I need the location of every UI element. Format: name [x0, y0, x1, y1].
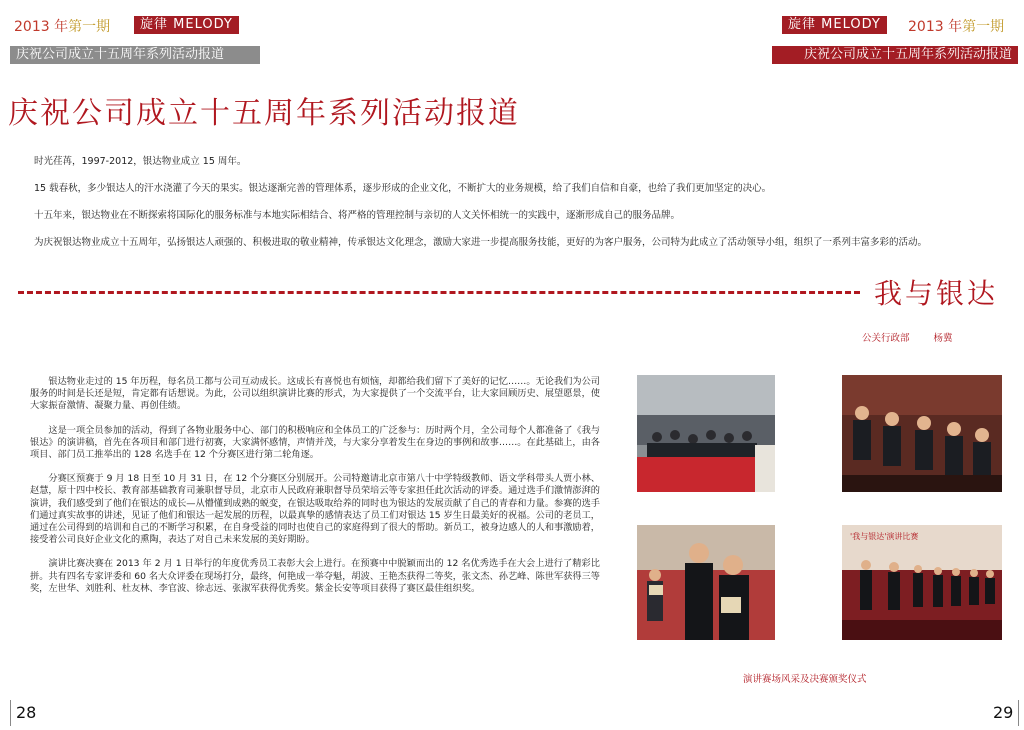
- year-prefix: 2013 年: [14, 19, 69, 35]
- magazine-badge-right: 旋律 MELODY: [782, 16, 887, 34]
- page-rule-right: [1018, 700, 1019, 726]
- page-number-right: 29: [993, 703, 1014, 722]
- intro-paragraph: 15 载春秋，多少银达人的汗水浇灌了今天的果实。银达逐渐完善的管理体系，逐步形成的企业文化，不断扩大的业务规模，给了我们自信和自豪，也给了我们更加坚定的决心。: [34, 183, 772, 194]
- section-body: [30, 376, 600, 595]
- photo-award-ceremony: [842, 525, 1002, 640]
- magazine-badge-left: 旋律 MELODY: [134, 16, 239, 34]
- page-number-left: 28: [16, 703, 37, 722]
- photo-caption: 演讲赛场风采及决赛颁奖仪式: [743, 674, 867, 685]
- photo-award-winners: [637, 525, 775, 640]
- photo-contestants-seated: [842, 375, 1002, 492]
- banner-text: '我与银达'演讲比赛: [850, 532, 919, 541]
- byline: [862, 330, 953, 344]
- issue-number: 第一期: [68, 19, 111, 35]
- issue-number: 第一期: [962, 19, 1005, 35]
- intro-paragraph: 十五年来，银达物业在不断探索将国际化的服务标准与本地实际相结合、将严格的管理控制与亲切的人文关怀相统一的实践中，逐渐形成自己的服务品牌。: [34, 210, 681, 221]
- intro-paragraph: 为庆祝银达物业成立十五周年，弘扬银达人顽强的、积极进取的敬业精神，传承银达文化理念，激励大家进一步提高服务技能，更好的为客户服务，公司特为此成立了活动领导小组，组织了一系列丰富多彩的活动。: [34, 237, 928, 248]
- year-prefix: 2013 年: [908, 19, 963, 35]
- issue-date-right: [908, 16, 1004, 36]
- byline-author: 杨冀: [933, 333, 953, 344]
- section-title: 我与银达: [874, 277, 999, 310]
- intro-paragraph: 时光荏苒，1997-2012，银达物业成立 15 周年。: [34, 156, 247, 167]
- issue-date-left: [14, 16, 110, 36]
- body-paragraph: 银达物业走过的 15 年历程，每名员工都与公司互动成长。这成长有喜悦也有烦恼，却都给我们留下了美好的记忆……。无论我们为公司服务的时间是长还是短，肯定都有话想说。为此，公司以组织演讲比赛的形式，为大家提供了一个交流平台，让大家回顾历史、展望愿景，使大家振奋激情、凝聚力量、再创佳绩。: [30, 376, 600, 412]
- dashed-divider: [18, 291, 860, 294]
- page-rule-left: [10, 700, 11, 726]
- section-bar-left: 庆祝公司成立十五周年系列活动报道: [10, 46, 260, 64]
- body-paragraph: 分赛区预赛于 9 月 18 日至 10 月 31 日，在 12 个分赛区分别展开。公司特邀请北京市第八十中学特级教师、语文学科带头人贾小林、赵慧，原十四中校长、教育部基础教育司兼职督导员，北京市人民政府兼职督导员荣培云等专家担任此次活动的评委。通过选手们激情澎湃的演讲，我们感受到了他们在银达的成长—从懵懂到成熟的蜕变，在银达吸取给养的同时也为银达的发展贡献了自己的青春和力量。参赛的选手们通过真实故事的讲述，见证了他们和银达一起发展的历程，以最真挚的感情表达了员工们对银达 15 岁生日最美好的祝福。公司的老员工，通过在公司得到的培训和自己的不断学习积累，在自身受益的同时也使自己的家庭得到了很大的帮助。新员工，被身边感人的人和事激励着，接受着公司良好企业文化的熏陶，表达了对自己未来发展的美好期盼。: [30, 473, 600, 546]
- byline-department: 公关行政部: [862, 333, 910, 344]
- photo-audience: [637, 375, 775, 492]
- body-paragraph: 演讲比赛决赛在 2013 年 2 月 1 日举行的年度优秀员工表彰大会上进行。在预赛中中脱颖而出的 12 名优秀选手在大会上进行了精彩比拼。共有四名专家评委和 60 名大众评委在现场打分，最终，何艳成一举夺魁，胡波、王艳杰获得二等奖，张文杰、孙艺峰、陈世军获得三等奖，左世华、刘胜利、杜友林、李官波、徐志远、张淑军获得优秀奖。紫金长安等项目获得了赛区最佳组织奖。: [30, 558, 600, 594]
- body-paragraph: 这是一项全员参加的活动，得到了各物业服务中心、部门的积极响应和全体员工的广泛参与：历时两个月，全公司每个人都准备了《我与银达》的演讲稿，首先在各项目和部门进行初赛，大家满怀感情，声情并茂，与大家分享着发生在身边的事例和故事……。在此基础上，由各项目、部门员工推举出的 128 名选手在 12 个分赛区进行第二轮角逐。: [30, 424, 600, 461]
- article-intro: [34, 156, 1009, 249]
- article-title: 庆祝公司成立十五周年系列活动报道: [8, 96, 520, 131]
- section-bar-right: 庆祝公司成立十五周年系列活动报道: [772, 46, 1018, 64]
